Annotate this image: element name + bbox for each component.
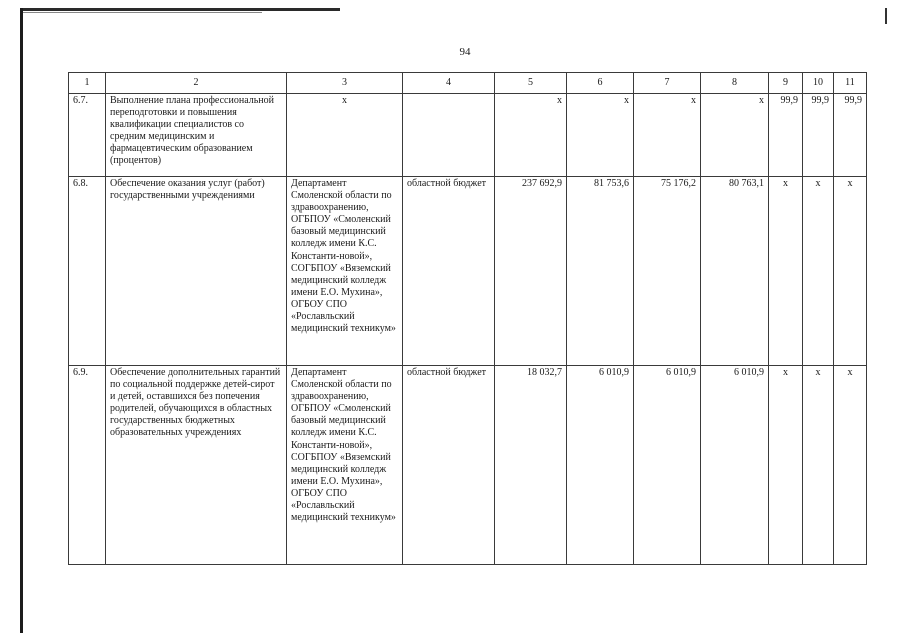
header-cell: 2 [106, 73, 287, 94]
row-value-8: х [701, 94, 769, 177]
row-activity-name: Обеспечение дополнительных гарантий по социальной поддержке детей-сирот и детей, оставшихся без попечения родителей, обучающихся в областных государственных бюджетных образовательных учреждениях [106, 366, 287, 565]
row-funding-source: областной бюджет [403, 366, 495, 565]
row-funding-source: областной бюджет [403, 177, 495, 366]
row-value-6: 81 753,6 [567, 177, 634, 366]
header-cell: 1 [69, 73, 106, 94]
row-funding-source [403, 94, 495, 177]
header-cell: 7 [634, 73, 701, 94]
header-cell: 5 [495, 73, 567, 94]
table-row [69, 94, 867, 177]
row-value-11: х [834, 366, 867, 565]
row-value-6: х [567, 94, 634, 177]
row-number: 6.9. [69, 366, 106, 565]
row-value-7: х [634, 94, 701, 177]
row-value-6: 6 010,9 [567, 366, 634, 565]
row-number: 6.7. [69, 94, 106, 177]
table-row [69, 177, 867, 366]
header-cell: 3 [287, 73, 403, 94]
row-number: 6.8. [69, 177, 106, 366]
header-cell: 9 [769, 73, 803, 94]
row-value-5: 18 032,7 [495, 366, 567, 565]
header-row [69, 73, 867, 94]
table-row [69, 366, 867, 565]
row-executor: Департамент Смоленской области по здравоохранению, ОГБПОУ «Смоленский базовый медицинский колледж имени К.С. Константи-новой», СОГБПОУ «Вяземский медицинский колледж имени Е.О. Мухина», ОГБОУ СПО «Рославльский медицинский техникум» [287, 366, 403, 565]
page-number: 94 [459, 46, 471, 58]
row-value-10: х [803, 366, 834, 565]
row-value-8: 80 763,1 [701, 177, 769, 366]
scan-edge-right [885, 8, 887, 24]
row-activity-name: Обеспечение оказания услуг (работ) государственными учреждениями [106, 177, 287, 366]
row-value-9: х [769, 177, 803, 366]
row-value-9: 99,9 [769, 94, 803, 177]
row-value-5: х [495, 94, 567, 177]
header-cell: 6 [567, 73, 634, 94]
scan-edge-left [20, 8, 23, 633]
row-value-11: х [834, 177, 867, 366]
row-value-7: 75 176,2 [634, 177, 701, 366]
header-cell: 11 [834, 73, 867, 94]
row-value-11: 99,9 [834, 94, 867, 177]
row-value-10: 99,9 [803, 94, 834, 177]
header-cell: 4 [403, 73, 495, 94]
row-value-5: 237 692,9 [495, 177, 567, 366]
row-executor: Департамент Смоленской области по здравоохранению, ОГБПОУ «Смоленский базовый медицинский колледж имени К.С. Константи-новой», СОГБПОУ «Вяземский медицинский колледж имени Е.О. Мухина», ОГБОУ СПО «Рославльский медицинский техникум» [287, 177, 403, 366]
row-activity-name: Выполнение плана профессиональной переподготовки и повышения квалификации специалистов со средним медицинским и фармацевтическим образованием (процентов) [106, 94, 287, 177]
row-value-9: х [769, 366, 803, 565]
header-cell: 8 [701, 73, 769, 94]
scan-edge-top [22, 8, 340, 11]
row-value-7: 6 010,9 [634, 366, 701, 565]
row-value-10: х [803, 177, 834, 366]
header-cell: 10 [803, 73, 834, 94]
scan-edge-top-thin [22, 12, 262, 13]
row-executor: х [287, 94, 403, 177]
program-table [68, 72, 867, 565]
row-value-8: 6 010,9 [701, 366, 769, 565]
